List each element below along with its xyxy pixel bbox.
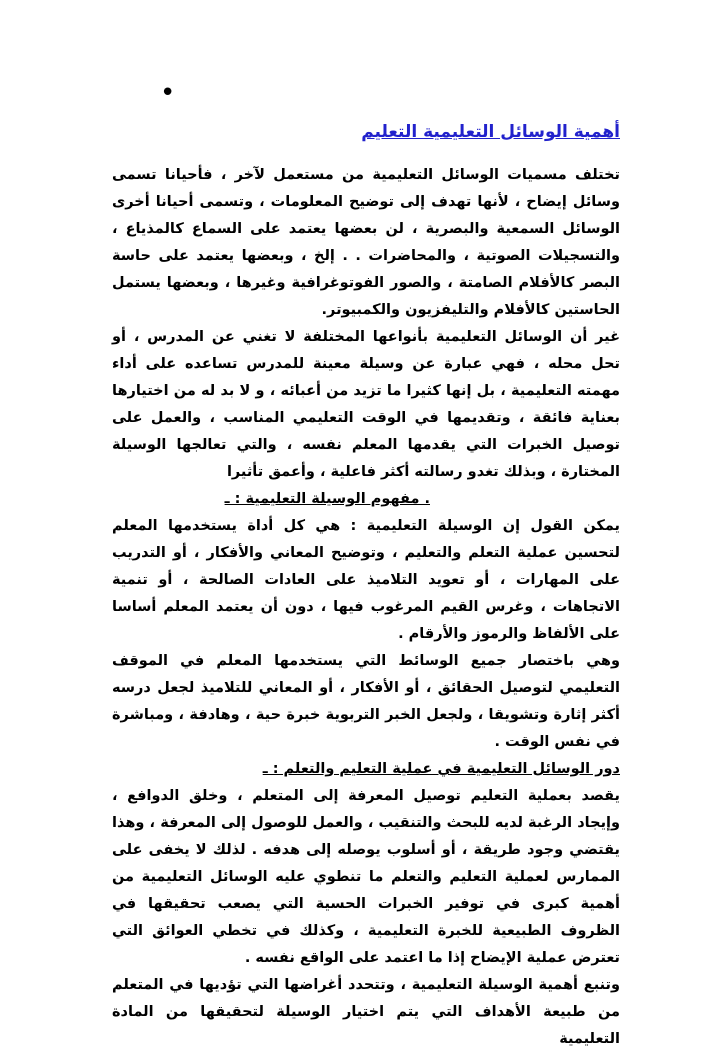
section-heading-concept: . مفهوم الوسيلة التعليمية : ـ	[224, 491, 430, 507]
paragraph-importance: وتنبع أهمية الوسيلة التعليمية ، وتتحدد أغراضها التي تؤديها في المتعلم من طبيعة الأهداف التي يتم اختيار الوسيلة لتحقيقها من المادة التعليمية	[112, 977, 620, 1047]
paragraph-summary: وهي باختصار جميع الوسائط التي يستخدمها المعلم في الموقف التعليمي لتوصيل الحقائق ، أو الأفكار ، أو المعاني للتلاميذ لجعل درسه أكثر إثارة وتشويقا ، ولجعل الخبر التربوية خبرة حية ، وهادفة ، ومباشرة في نفس الوقت .	[112, 653, 620, 750]
section-heading-role: دور الوسائل التعليمية في عملية التعليم والتعلم : ـ	[262, 761, 620, 777]
list-bullet: •	[160, 78, 176, 108]
paragraph-teacher-role: غير أن الوسائل التعليمية بأنواعها المختلفة لا تغني عن المدرس ، أو تحل محله ، فهي عبارة عن وسيلة معينة للمدرس تساعده على أداء مهمته التعليمية ، بل إنها كثيرا ما تزيد من أعبائه ، و لا بد له من اختيارها بعناية فائقة ، وتقديمها في الوقت التعليمي المناسب ، والعمل على توصيل الخبرات التي يقدمها المعلم نفسه ، والتي تعالجها الوسيلة المختارة ، وبذلك تغدو رسالته أكثر فاعلية ، وأعمق تأثيرا	[112, 329, 620, 480]
document-title[interactable]: أهمية الوسائل التعليمية التعليم	[361, 122, 620, 142]
paragraph-teaching-process: يقصد بعملية التعليم توصيل المعرفة إلى المتعلم ، وخلق الدوافع ، وإيجاد الرغبة لديه للبحث والتنقيب ، والعمل للوصول إلى المعرفة ، وهذا يقتضي وجود طريقة ، أو أسلوب يوصله إلى هدفه . لذلك لا يخفى على الممارس لعملية التعليم والتعلم ما تنطوي عليه الوسائل التعليمية من أهمية كبرى في توفير الخبرات الحسية التي يصعب تحقيقها في الظروف الطبيعية للخبرة التعليمية ، وكذلك في تخطي العوائق التي تعترض عملية الإيضاح إذا ما اعتمد على الواقع نفسه .	[112, 788, 620, 966]
paragraph-naming: تختلف مسميات الوسائل التعليمية من مستعمل لآخر ، فأحيانا تسمى وسائل إيضاح ، لأنها تهدف إلى توضيح المعلومات ، وتسمى أحيانا أخرى الوسائل السمعية والبصرية ، لن بعضها يعتمد على السماع كالمذياع ، والتسجيلات الصوتية ، والمحاضرات . . إلخ ، وبعضها يعتمد على حاسة البصر كالأفلام الصامتة ، والصور الفوتوغرافية وغيرها ، وبعضها يستمل الحاستين كالأفلام والتليفزيون والكمبيوتر.	[112, 167, 620, 318]
document-body	[112, 120, 620, 1053]
paragraph-definition: يمكن القول إن الوسيلة التعليمية : هي كل أداة يستخدمها المعلم لتحسين عملية التعلم والتعليم ، وتوضيح المعاني والأفكار ، أو التدريب على المهارات ، أو تعويد التلاميذ على العادات الصالحة ، أو تنمية الاتجاهات ، وغرس القيم المرغوب فيها ، دون أن يعتمد المعلم أساسا على الألفاظ والرموز والأرقام .	[112, 518, 620, 642]
